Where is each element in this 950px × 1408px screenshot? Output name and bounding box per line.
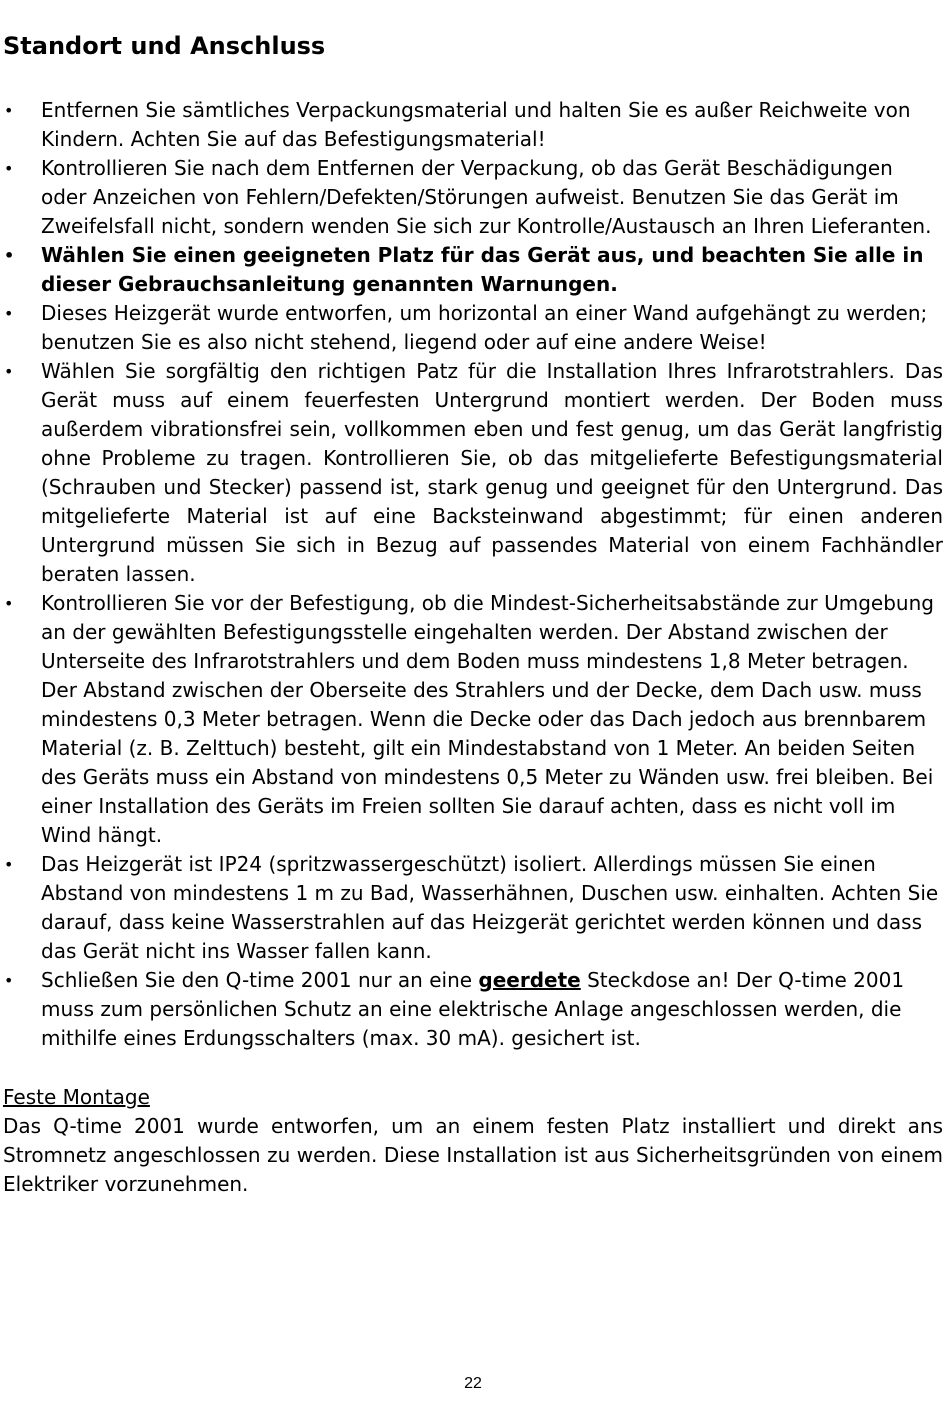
list-item bbox=[3, 357, 943, 589]
bullet-icon: • bbox=[4, 971, 14, 990]
list-item bbox=[3, 299, 943, 357]
bullet-icon: • bbox=[4, 362, 14, 381]
list-item bbox=[3, 850, 943, 966]
bullet-list bbox=[3, 96, 943, 1053]
page-number: 22 bbox=[464, 1375, 482, 1392]
list-item-text-after: Steckdose an! Der Q-time 2001 muss zum persönlichen Schutz an eine elektrische Anlage angeschlossen werden, die mithilfe eines Erdungsschalters (max. 30 mA). gesichert ist. bbox=[41, 968, 905, 1050]
bullet-icon: • bbox=[4, 855, 14, 874]
bullet-icon: • bbox=[4, 159, 14, 178]
section-heading: Feste Montage bbox=[3, 1085, 150, 1109]
list-item-text: Wählen Sie sorgfältig den richtigen Patz für die Installation Ihres Infrarotstrahlers. Das Gerät muss auf einem feuerfesten Untergrund montiert werden. Der Boden muss außerdem vibrationsfrei sein, vollkommen eben und fest genug, um das Gerät langfristig ohne Probleme zu tragen. Kontrollieren Sie, ob das mitgelieferte Befestigungsmaterial (Schrauben und Stecker) passend ist, stark genug und geeignet für den Untergrund. Das mitgelieferte Material ist auf eine Backsteinwand abgestimmt; für einen anderen Untergrund müssen Sie sich in Bezug auf passendes Material von einem Fachhändler beraten lassen. bbox=[41, 359, 943, 586]
bullet-icon: • bbox=[4, 246, 15, 265]
list-item-text: Wählen Sie einen geeigneten Platz für das Gerät aus, und beachten Sie alle in dieser Gebrauchsanleitung genannten Warnungen. bbox=[41, 243, 924, 296]
emphasis-text: geerdete bbox=[478, 968, 581, 992]
list-item bbox=[3, 154, 943, 241]
list-item-warning bbox=[3, 241, 943, 299]
page-title: Standort und Anschluss bbox=[3, 32, 326, 60]
bullet-icon: • bbox=[4, 101, 14, 120]
list-item-text: Dieses Heizgerät wurde entworfen, um horizontal an einer Wand aufgehängt zu werden; benutzen Sie es also nicht stehend, liegend oder auf eine andere Weise! bbox=[41, 301, 928, 354]
bullet-icon: • bbox=[4, 594, 14, 613]
list-item-text-before: Schließen Sie den Q-time 2001 nur an eine bbox=[41, 968, 479, 992]
list-item-text: Kontrollieren Sie nach dem Entfernen der Verpackung, ob das Gerät Beschädigungen oder Anzeichen von Fehlern/Defekten/Störungen aufweist. Benutzen Sie das Gerät im Zweifelsfall nicht, sondern wenden Sie sich zur Kontrolle/Austausch an Ihren Lieferanten. bbox=[41, 156, 932, 238]
document-page bbox=[3, 30, 943, 1199]
bullet-icon: • bbox=[4, 304, 14, 323]
list-item bbox=[3, 96, 943, 154]
section-body: Das Q-time 2001 wurde entworfen, um an einem festen Platz installiert und direkt ans Stromnetz angeschlossen zu werden. Diese Installation ist aus Sicherheitsgründen von einem Elektriker vorzunehmen. bbox=[3, 1114, 943, 1196]
list-item-text: Kontrollieren Sie vor der Befestigung, ob die Mindest-Sicherheitsabstände zur Umgebung an der gewählten Befestigungsstelle eingehalten werden. Der Abstand zwischen der Unterseite des Infrarotstrahlers und dem Boden muss mindestens 1,8 Meter betragen. Der Abstand zwischen der Oberseite des Strahlers und der Decke, dem Dach usw. muss mindestens 0,3 Meter betragen. Wenn die Decke oder das Dach jedoch aus brennbarem Material (z. B. Zelttuch) besteht, gilt ein Mindestabstand von 1 Meter. An beiden Seiten des Geräts muss ein Abstand von mindestens 0,5 Meter zu Wänden usw. frei bleiben. Bei einer Installation des Geräts im Freien sollten Sie darauf achten, dass es nicht voll im Wind hängt. bbox=[41, 591, 934, 847]
list-item-text: Das Heizgerät ist IP24 (spritzwassergeschützt) isoliert. Allerdings müssen Sie einen Abstand von mindestens 1 m zu Bad, Wasserhähnen, Duschen usw. einhalten. Achten Sie darauf, dass keine Wasserstrahlen auf das Heizgerät gerichtet werden können und dass das Gerät nicht ins Wasser fallen kann. bbox=[41, 852, 939, 963]
list-item bbox=[3, 589, 943, 850]
list-item bbox=[3, 966, 943, 1053]
list-item-text: Entfernen Sie sämtliches Verpackungsmaterial und halten Sie es außer Reichweite von Kindern. Achten Sie auf das Befestigungsmaterial! bbox=[41, 98, 911, 151]
